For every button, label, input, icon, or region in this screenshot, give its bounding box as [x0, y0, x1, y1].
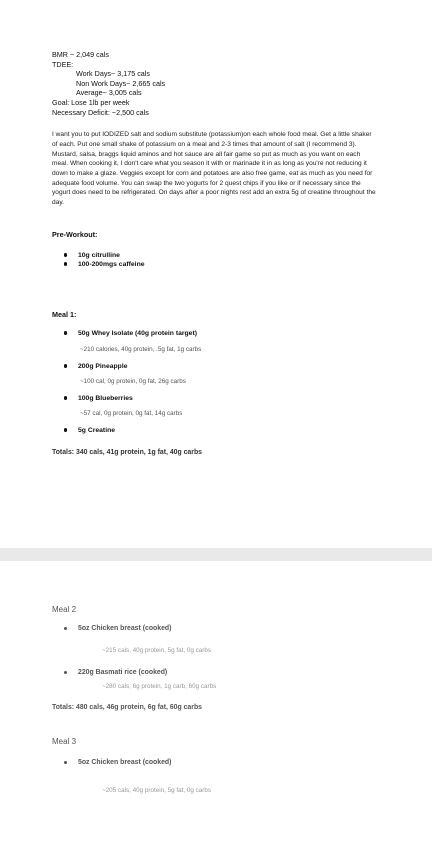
macro-line: ~210 calories, 40g protein, .5g fat, 1g carbs: [80, 345, 202, 353]
macro-line: ~57 cal, 0g protein, 0g fat, 14g carbs: [80, 409, 183, 417]
bmr-line: BMR ~ 2,049 cals: [52, 50, 109, 59]
list-item: 10g citrulline: [52, 251, 380, 260]
work-days-line: Work Days~ 3,175 cals: [76, 69, 150, 79]
pre-workout-heading: Pre-Workout:: [52, 229, 98, 239]
meal-2-totals: Totals: 480 cals, 46g protein, 6g fat, 60g carbs: [52, 704, 202, 711]
list-item: 200g Pineapple: [52, 362, 380, 371]
list-item: 5oz Chicken breast (cooked): [52, 758, 380, 767]
goal-line: Goal: Lose 1lb per week: [52, 97, 130, 107]
list-item: 5g Creatine: [52, 426, 380, 435]
meal-1-heading: Meal 1:: [52, 309, 77, 319]
list-item: 220g Basmati rice (cooked): [52, 668, 380, 677]
meal-2-heading: Meal 2: [52, 605, 77, 614]
pre-workout-list: [52, 251, 380, 269]
list-item: 5oz Chicken breast (cooked): [52, 624, 380, 633]
macro-line: ~205 cals, 40g protein, 5g fat, 0g carbs: [102, 787, 212, 794]
list-item: 50g Whey Isolate (40g protein target): [52, 329, 380, 338]
stats-block: [52, 50, 380, 117]
average-line: Average~ 3,005 cals: [76, 88, 142, 98]
macro-line: ~280 cals, 6g protein, 1g carb, 60g carbs: [102, 683, 217, 690]
tdee-label: TDEE:: [52, 59, 74, 69]
meal-3-list: [52, 758, 380, 794]
meal-1-totals: Totals: 340 cals, 41g protein, 1g fat, 40g carbs: [52, 448, 202, 456]
list-item: 100g Blueberries: [52, 394, 380, 403]
macro-line: ~215 cals, 40g protein, 5g fat, 0g carbs: [102, 647, 212, 654]
meal-1-list: [52, 329, 380, 435]
deficit-line: Necessary Deficit: ~2,500 cals: [52, 107, 149, 117]
list-item: 100-200mgs caffeine: [52, 260, 380, 269]
instructions-paragraph: I want you to put IODIZED salt and sodium substitute (potassium)on each whole food meal. Get a little shaker of each. Put one small shake of potassium on a meal and 2-3 times that amount of salt (I recommend 3). Mustard, salsa, braggs liquid aminos and hot sauce are all fair game so put as much as you want on each meal. When cooking it, I don't care what you season it with or marinade it in as long as you're not reducing it down to make a glaze. Veggies except for corn and potatoes are also free game, eat as much as you need for adequate food volume. You can swap the two yogurts for 2 quest chips if you like or if necessary since the yogurt does need to be refrigerated. On days after a poor nights rest add an extra 5g of creatine throughout the day.: [52, 131, 376, 207]
meal-3-heading: Meal 3: [52, 737, 77, 746]
meal-2-list: [52, 624, 380, 690]
document-page-2: [0, 561, 432, 842]
macro-line: ~100 cal, 0g protein, 0g fat, 26g carbs: [80, 377, 186, 385]
non-work-days-line: Non Work Days~ 2,665 cals: [76, 78, 166, 88]
